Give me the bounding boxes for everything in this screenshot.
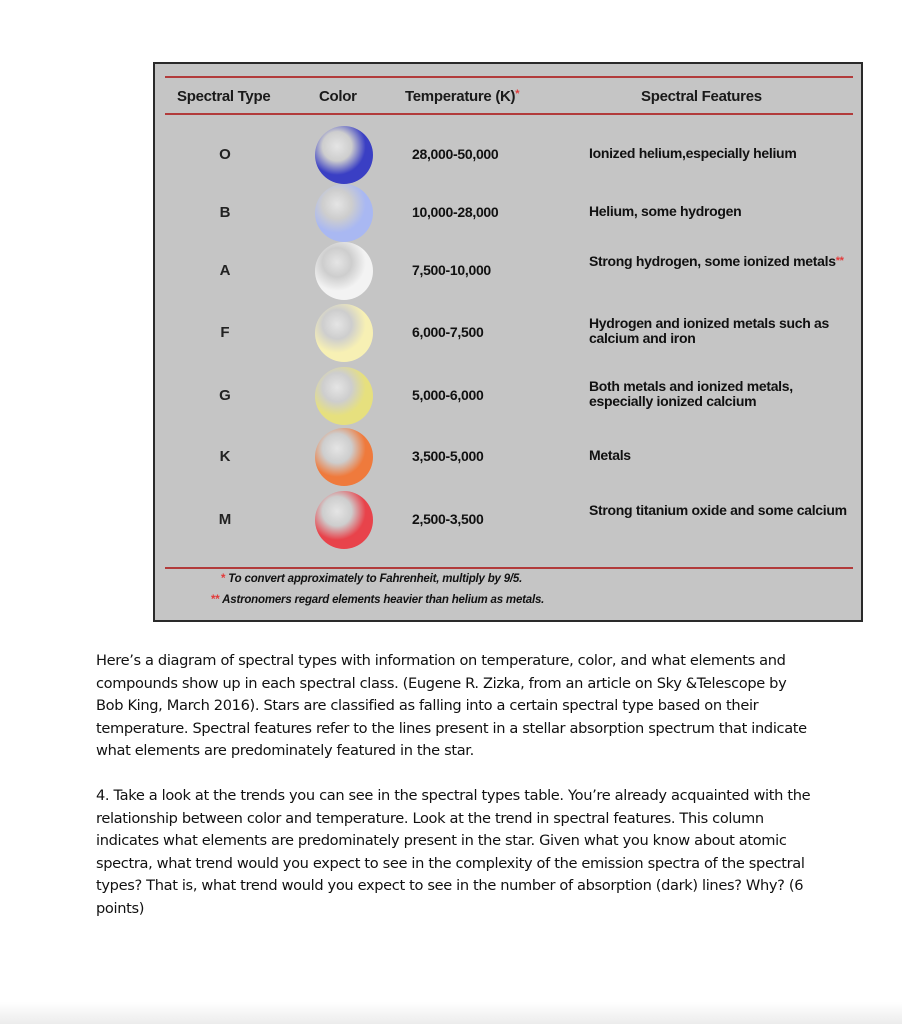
table-row xyxy=(155,302,861,364)
spectral-features-cell xyxy=(589,379,859,409)
spectral-features-cell xyxy=(589,254,859,269)
intro-paragraph: Here’s a diagram of spectral types with information on temperature, color, and what elements and compounds show up in each spectral class. (Eugene R. Zizka, from an article on Sky &Telescope by Bob King, March 2016). Stars are classified as falling into a certain spectral type based on their temperature. Spectral features refer to the lines present in a stellar absorption spectrum that indicate what elements are predominately featured in the star. xyxy=(96,652,807,759)
page-bottom-shade xyxy=(0,1002,902,1024)
table-row xyxy=(155,426,861,488)
question-paragraph: 4. Take a look at the trends you can see in the spectral types table. You’re already acquainted with the relationship between color and temperature. Look at the trend in spectral features. This column indicates what elements are predominately present in the star. Given what you know about atomic spectra, what trend would you expect to see in the complexity of the emission spectra of the spectral types? That is, what trend would you expect to see in the number of absorption (dark) lines? Why? (6 points) xyxy=(96,787,811,917)
color-swatch-white xyxy=(315,242,373,300)
spectral-features-text: Strong hydrogen, some ionized metals xyxy=(589,253,836,269)
spectral-type-cell: B xyxy=(219,204,231,221)
header-rule xyxy=(165,113,853,115)
spectral-type-cell: K xyxy=(219,448,231,465)
spectral-features-cell xyxy=(589,204,859,219)
table-row xyxy=(155,240,861,302)
temperature-cell: 2,500-3,500 xyxy=(412,511,484,527)
header-temperature-label: Temperature (K) xyxy=(405,88,516,105)
color-swatch-light-blue xyxy=(315,184,373,242)
table-row xyxy=(155,124,861,186)
header-temperature-mark: * xyxy=(515,88,520,100)
spectral-features-text: Both metals and ionized metals, especially ionized calcium xyxy=(589,378,793,409)
header-spectral-type: Spectral Type xyxy=(177,88,271,105)
spectral-features-text: Hydrogen and ionized metals such as calcium and iron xyxy=(589,315,830,346)
spectral-features-text: Strong titanium oxide and some calcium xyxy=(589,502,847,518)
temperature-cell: 7,500-10,000 xyxy=(412,262,491,278)
color-swatch-red xyxy=(315,491,373,549)
header-temperature xyxy=(405,88,519,105)
spectral-features-cell xyxy=(589,448,859,463)
color-swatch-pale-yellow xyxy=(315,304,373,362)
footnote-1 xyxy=(221,573,522,585)
table-row xyxy=(155,365,861,427)
metals-footnote-mark: ** xyxy=(835,255,844,267)
footnote-2 xyxy=(211,594,544,606)
temperature-cell: 5,000-6,000 xyxy=(412,387,484,403)
spectral-type-cell: O xyxy=(219,146,231,163)
spectral-types-figure xyxy=(153,62,863,622)
spectral-type-cell: G xyxy=(219,387,231,404)
spectral-features-cell xyxy=(589,146,859,161)
footnote-1-text: To convert approximately to Fahrenheit, multiply by 9/5. xyxy=(228,573,523,585)
temperature-cell: 6,000-7,500 xyxy=(412,324,484,340)
spectral-features-cell xyxy=(589,503,859,518)
spectral-type-cell: M xyxy=(218,511,232,528)
temperature-cell: 10,000-28,000 xyxy=(412,204,499,220)
header-color: Color xyxy=(319,88,357,105)
temperature-cell: 3,500-5,000 xyxy=(412,448,484,464)
table-row xyxy=(155,182,861,244)
top-rule xyxy=(165,76,853,78)
bottom-rule xyxy=(165,567,853,569)
footnote-2-mark: ** xyxy=(211,594,220,606)
color-swatch-yellow xyxy=(315,367,373,425)
spectral-features-text: Metals xyxy=(589,447,631,463)
footnote-1-mark: * xyxy=(221,573,226,585)
spectral-features-text: Helium, some hydrogen xyxy=(589,203,742,219)
table-row xyxy=(155,489,861,551)
spectral-features-text: Ionized helium,especially helium xyxy=(589,145,797,161)
color-swatch-orange xyxy=(315,428,373,486)
spectral-type-cell: A xyxy=(219,262,231,279)
spectral-type-cell: F xyxy=(220,324,230,341)
header-features: Spectral Features xyxy=(641,88,762,105)
color-swatch-blue xyxy=(315,126,373,184)
temperature-cell: 28,000-50,000 xyxy=(412,146,499,162)
footnote-2-text: Astronomers regard elements heavier than helium as metals. xyxy=(222,594,545,606)
spectral-features-cell xyxy=(589,316,859,346)
